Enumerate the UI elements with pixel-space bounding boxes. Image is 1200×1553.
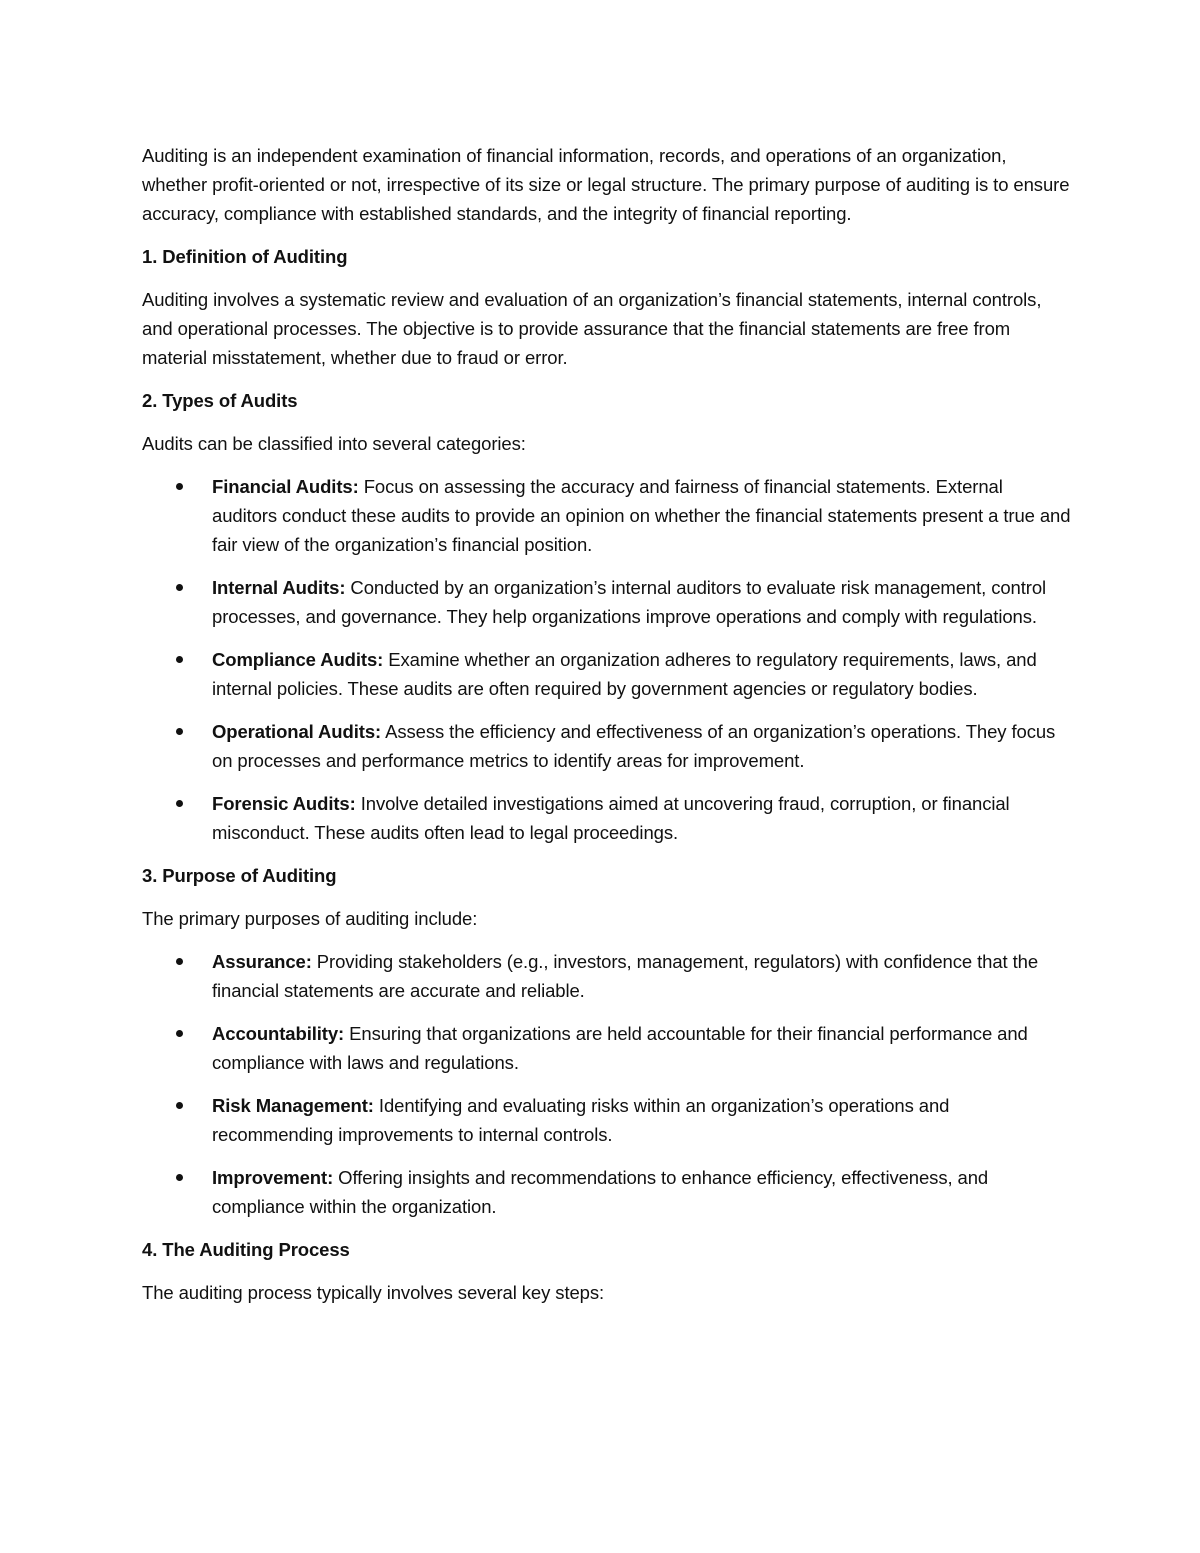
section-heading-process: 4. The Auditing Process <box>142 1239 350 1260</box>
list-item <box>142 947 1072 1005</box>
bullet-icon <box>176 800 183 807</box>
list-item <box>142 789 1072 847</box>
list-item-text: Focus on assessing the accuracy and fairness of financial statements. External auditors conduct these audits to provide an opinion on whether the financial statements present a true and fair view of the organization’s financial position. <box>212 476 1071 555</box>
bullet-icon <box>176 1102 183 1109</box>
list-item <box>142 472 1072 559</box>
list-item-term: Forensic Audits: <box>212 793 356 814</box>
purposes-list <box>142 947 1072 1221</box>
list-item-term: Improvement: <box>212 1167 334 1188</box>
list-item-text: Assess the efficiency and effectiveness of an organization’s operations. They focus on processes and performance metrics to identify areas for improvement. <box>212 721 1056 771</box>
bullet-icon <box>176 958 183 965</box>
list-item <box>142 645 1072 703</box>
definition-paragraph: Auditing involves a systematic review and evaluation of an organization’s financial statements, internal controls, and operational processes. The objective is to provide assurance that the financial statements are free from material misstatement, whether due to fraud or error. <box>142 289 1042 368</box>
list-item-text: Ensuring that organizations are held accountable for their financial performance and compliance with laws and regulations. <box>212 1023 1028 1073</box>
list-item <box>142 1091 1072 1149</box>
list-item <box>142 1019 1072 1077</box>
list-item-term: Financial Audits: <box>212 476 359 497</box>
bullet-icon <box>176 584 183 591</box>
section-heading-definition: 1. Definition of Auditing <box>142 246 348 267</box>
list-item-term: Risk Management: <box>212 1095 374 1116</box>
audit-types-list <box>142 472 1072 847</box>
purpose-lead-paragraph: The primary purposes of auditing include: <box>142 908 478 929</box>
section-heading-purpose: 3. Purpose of Auditing <box>142 865 337 886</box>
bullet-icon <box>176 1174 183 1181</box>
list-item-term: Assurance: <box>212 951 312 972</box>
bullet-icon <box>176 728 183 735</box>
list-item-text: Offering insights and recommendations to enhance efficiency, effectiveness, and compliance within the organization. <box>212 1167 989 1217</box>
list-item-text: Involve detailed investigations aimed at uncovering fraud, corruption, or financial misconduct. These audits often lead to legal proceedings. <box>212 793 1010 843</box>
list-item-term: Accountability: <box>212 1023 345 1044</box>
list-item <box>142 573 1072 631</box>
list-item-term: Operational Audits: <box>212 721 382 742</box>
intro-paragraph: Auditing is an independent examination of financial information, records, and operations of an organization, whether profit-oriented or not, irrespective of its size or legal structure. The primary purpose of auditing is to ensure accuracy, compliance with established standards, and the integrity of financial reporting. <box>142 145 1070 224</box>
list-item-text: Providing stakeholders (e.g., investors, management, regulators) with confidence that the financial statements are accurate and reliable. <box>212 951 1039 1001</box>
list-item-term: Internal Audits: <box>212 577 346 598</box>
list-item-text: Examine whether an organization adheres to regulatory requirements, laws, and internal policies. These audits are often required by government agencies or regulatory bodies. <box>212 649 1037 699</box>
list-item-text: Identifying and evaluating risks within an organization’s operations and recommending improvements to internal controls. <box>212 1095 950 1145</box>
list-item <box>142 717 1072 775</box>
bullet-icon <box>176 1030 183 1037</box>
document-page <box>142 141 1072 1321</box>
bullet-icon <box>176 656 183 663</box>
bullet-icon <box>176 483 183 490</box>
types-lead-paragraph: Audits can be classified into several categories: <box>142 433 526 454</box>
section-heading-types: 2. Types of Audits <box>142 390 298 411</box>
list-item-term: Compliance Audits: <box>212 649 384 670</box>
list-item-text: Conducted by an organization’s internal auditors to evaluate risk management, control processes, and governance. They help organizations improve operations and comply with regulations. <box>212 577 1047 627</box>
list-item <box>142 1163 1072 1221</box>
process-lead-paragraph: The auditing process typically involves several key steps: <box>142 1282 605 1303</box>
